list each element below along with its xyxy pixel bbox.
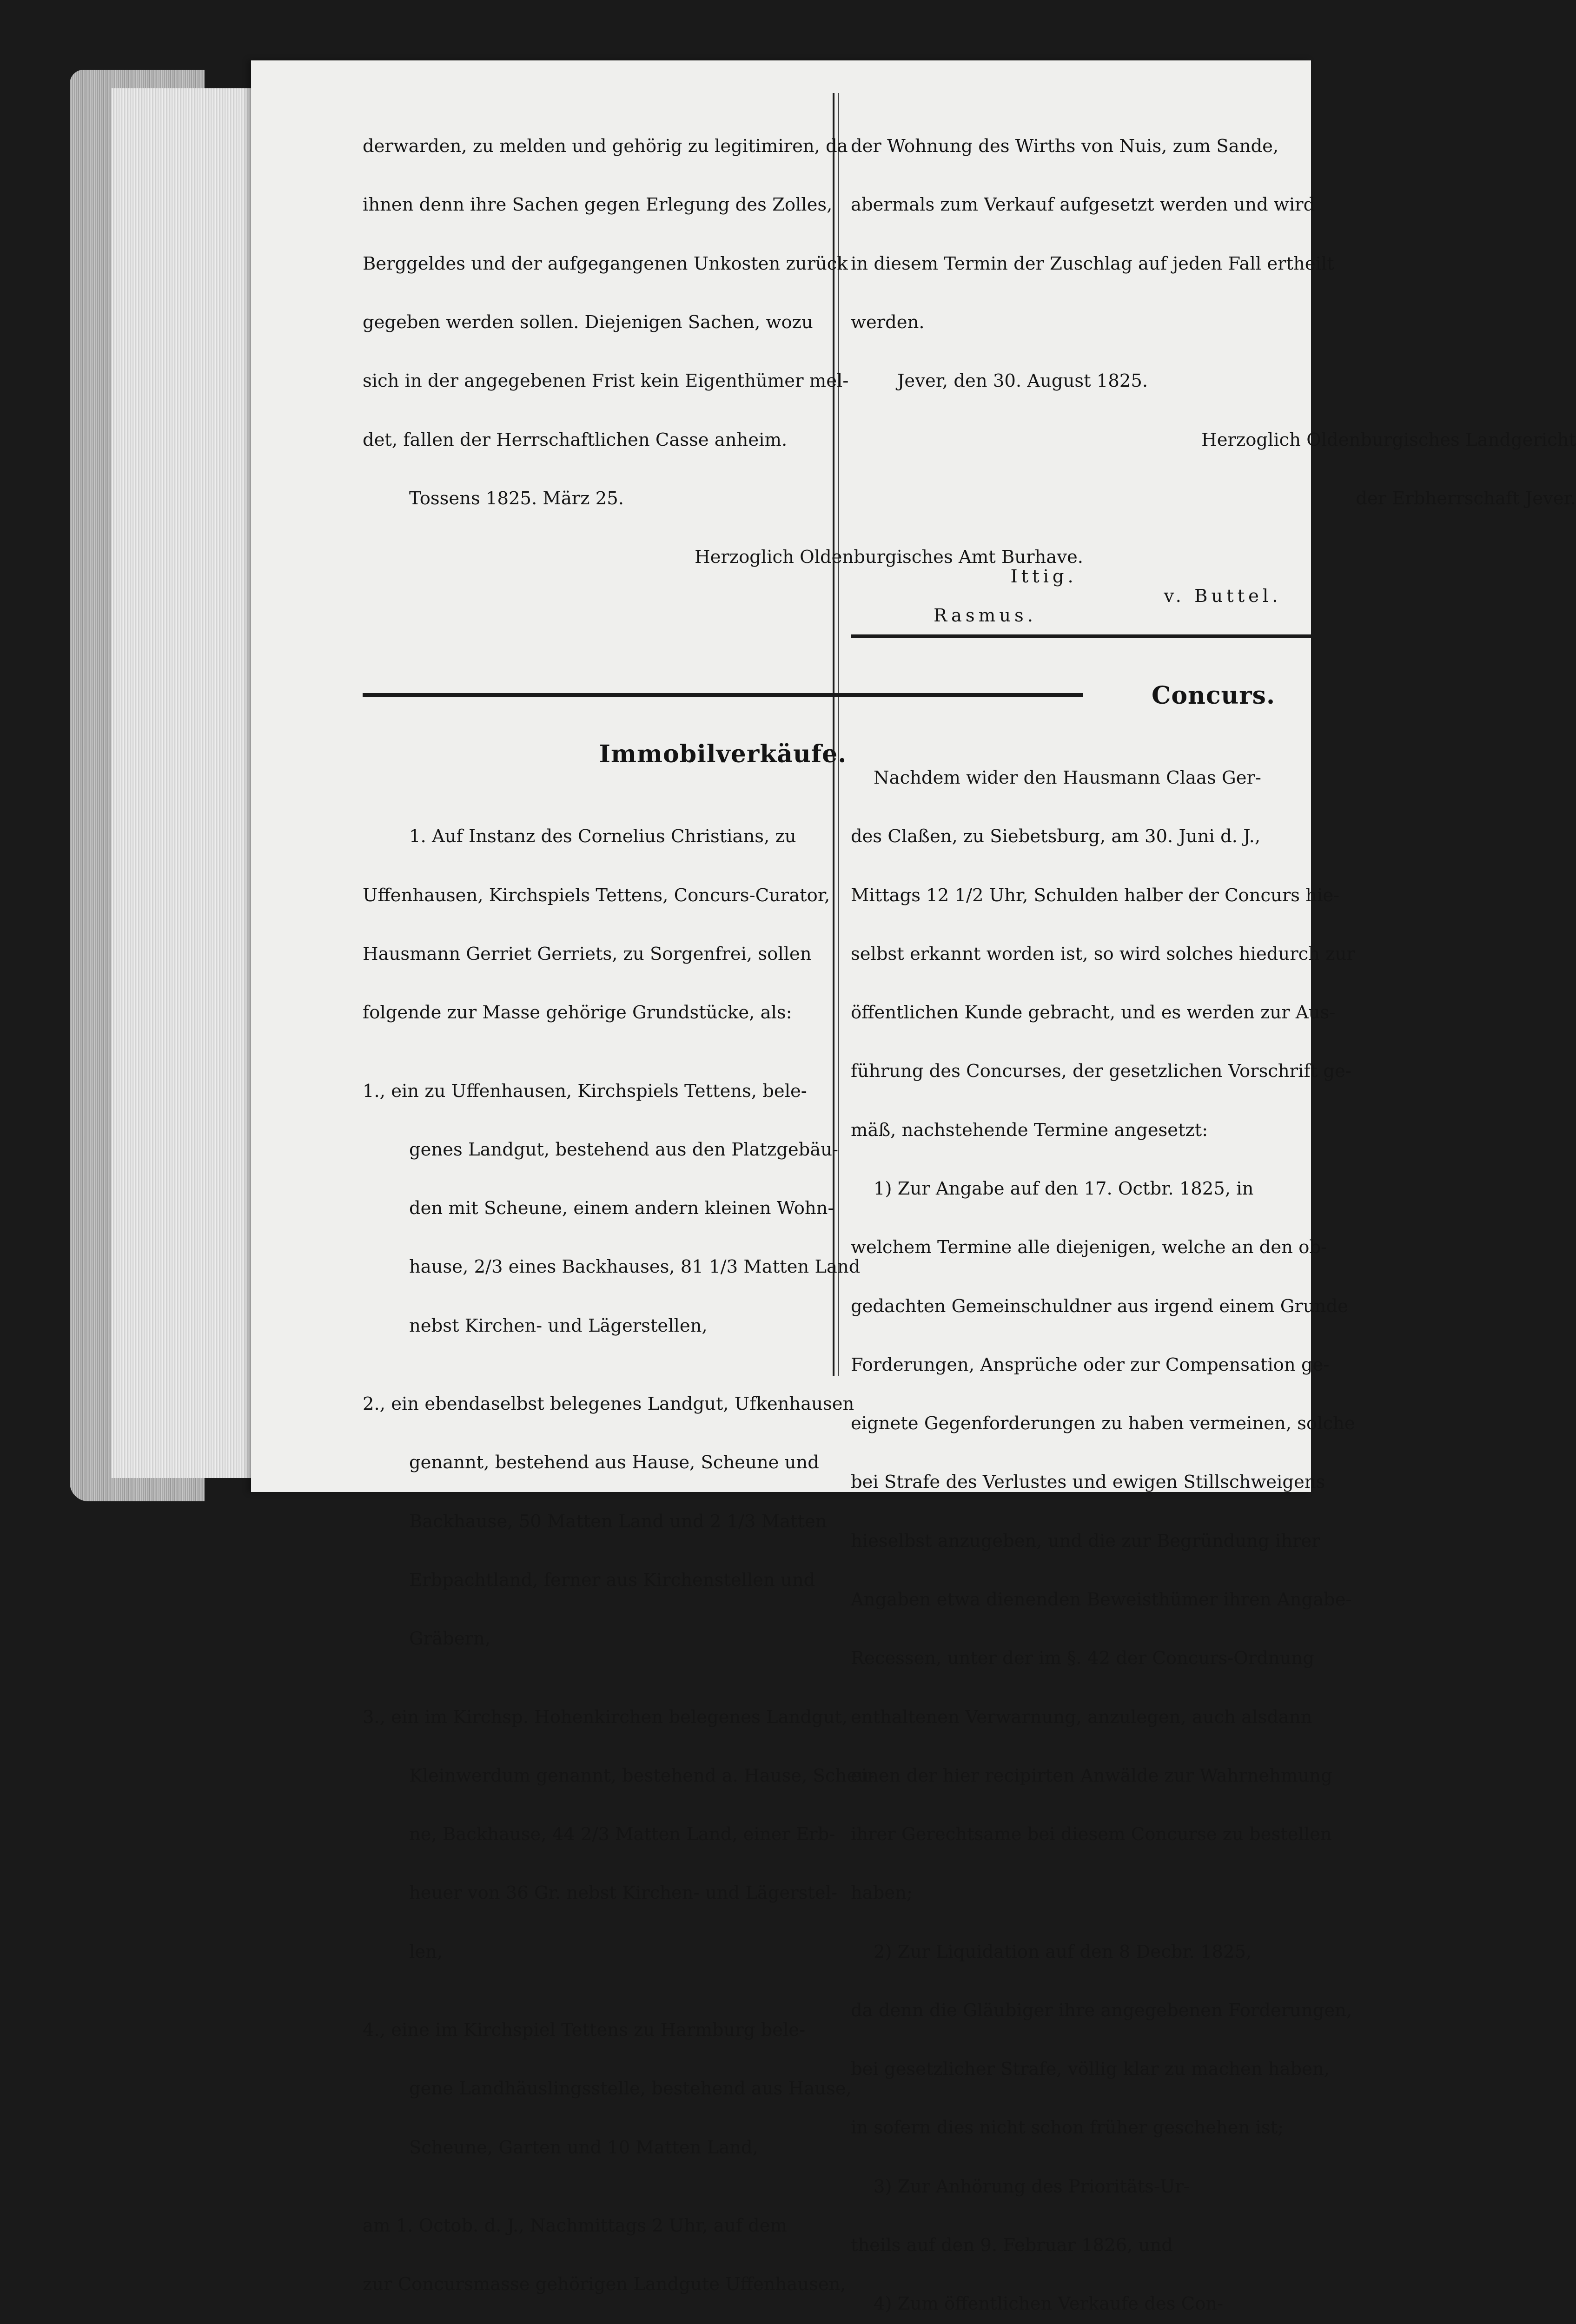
text-line: hieselbst anzugeben, und die zur Begründung ihrer — [851, 1530, 1320, 1552]
place-date: Jever, den 30. August 1825. — [897, 370, 1148, 392]
signature: Ittig. — [1010, 566, 1077, 588]
text-line: führung des Concurses, der gesetzlichen Vorschrift ge- — [851, 1061, 1351, 1082]
text-line: mäß, nachstehende Termine angesetzt: — [851, 1119, 1208, 1141]
text-line: heuer von 36 Gr. nebst Kirchen- und Lägerstel- — [409, 1882, 837, 1904]
list-item: 2., ein ebendaselbst belegenes Landgut, Ufkenhausen — [363, 1393, 854, 1414]
text-line: welchem Termine alle diejenigen, welche an den ob- — [851, 1237, 1327, 1258]
text-line: Angaben etwa dienenden Beweisthümer ihren Angabe- — [851, 1589, 1352, 1610]
text-line: einen der hier recipirten Anwälde zur Wahrnehmung — [851, 1765, 1332, 1786]
text-line: 1) Zur Angabe auf den 17. Octbr. 1825, in — [851, 1178, 1254, 1199]
issuing-office: Herzoglich Oldenburgisches Amt Burhave. — [695, 547, 1083, 568]
text-line: hause, 2/3 eines Backhauses, 81 1/3 Matten Land — [409, 1256, 861, 1278]
section-rule — [851, 634, 1576, 638]
text-line: Hausmann Gerriet Gerriets, zu Sorgenfrei, sollen — [363, 943, 812, 964]
text-line: Recessen, unter der im §. 42 der Concurs-Ordnung — [851, 1648, 1314, 1669]
text-line: in diesem Termin der Zuschlag auf jeden Fall ertheilt — [851, 253, 1334, 274]
text-line: Forderungen, Ansprüche oder zur Compensation ge- — [851, 1354, 1330, 1375]
text-line: bei gesetzlicher Strafe, völlig klar zu machen haben, — [851, 2059, 1330, 2080]
text-line: enthaltenen Verwarnung, anzulegen, auch alsdann — [851, 1706, 1312, 1728]
text-line: Erbpachtland, ferner aus Kirchenstellen und — [409, 1569, 815, 1591]
text-line: haben; — [851, 1882, 913, 1904]
text-line: Mittags 12 1/2 Uhr, Schulden halber der Concurs hie- — [851, 885, 1340, 906]
signature: v. Buttel. — [1164, 586, 1282, 607]
text-line: eignete Gegenforderungen zu haben vermeinen, solche — [851, 1413, 1355, 1434]
text-line: zur Concursmasse gehörigen Landgute Uffenhausen, — [363, 2274, 846, 2295]
right-column — [851, 98, 1576, 2324]
text-line: des Claßen, zu Siebetsburg, am 30. Juni d. J., — [851, 826, 1261, 847]
text-line: det, fallen der Herrschaftlichen Casse anheim. — [363, 429, 788, 450]
text-line: ihrer Gerechtsame bei diesem Concurse zu bestellen — [851, 1824, 1332, 1845]
text-line: genes Landgut, bestehend aus den Platzgebäu- — [409, 1139, 839, 1160]
text-line: genannt, bestehend aus Hause, Scheune und — [409, 1452, 819, 1473]
document-page — [251, 60, 1576, 2315]
text-line: Berggeldes und der aufgegangenen Unkosten zurück — [363, 253, 848, 274]
text-line: ne, Backhause, 44 2/3 Matten Land, einer Erb- — [409, 1824, 835, 1845]
section-title-concurs: Concurs. — [1151, 681, 1276, 710]
text-line: gedachten Gemeinschuldner aus irgend einem Grunde — [851, 1295, 1348, 1317]
text-line: abermals zum Verkauf aufgesetzt werden und wird — [851, 194, 1315, 216]
text-line: folgende zur Masse gehörige Grundstücke, als: — [363, 1002, 792, 1023]
section-title-immobilverkaeufe: Immobilverkäufe. — [599, 740, 847, 768]
signature: Rasmus. — [934, 605, 1037, 627]
page-fore-edge — [112, 88, 251, 1478]
place-date: Tossens 1825. März 25. — [409, 488, 624, 509]
text-line: ihnen denn ihre Sachen gegen Erlegung des Zolles, — [363, 194, 833, 216]
text-line: selbst erkannt worden ist, so wird solches hiedurch zur — [851, 943, 1355, 964]
text-line: am 1. Octob. d. J., Nachmittags 2 Uhr, auf dem — [363, 2215, 788, 2236]
text-line: 4) Zum öffentlichen Verkaufe des Con- — [851, 2293, 1224, 2315]
court-name: Herzoglich Oldenburgisches Landgericht — [1201, 429, 1576, 450]
text-line: Gräbern, — [409, 1628, 490, 1650]
list-item: 3., ein im Kirchsp. Hohenkirchen belegenes Landgut, — [363, 1706, 848, 1728]
text-line: theils auf den 9. Februar 1826, und — [851, 2235, 1173, 2256]
text-line: gene Landhäuslingsstelle, bestehend aus Hause, — [409, 2078, 852, 2100]
text-line: nebst Kirchen- und Lägerstellen, — [409, 1315, 708, 1336]
signature-row — [851, 548, 1576, 607]
text-line: 1. Auf Instanz des Cornelius Christians, zu — [409, 826, 796, 847]
text-line: Nachdem wider den Hausmann Claas Ger- — [851, 767, 1261, 788]
text-line: in sofern dies nicht schon früher geschehen ist; — [851, 2117, 1284, 2139]
text-line: werden. — [851, 312, 925, 333]
court-name: der Erbherrschaft Jever. — [1356, 488, 1576, 509]
text-line: Scheune, Garten und 10 Matten Land, — [409, 2137, 758, 2158]
text-line: öffentlichen Kunde gebracht, und es werden zur Aus- — [851, 1002, 1336, 1023]
text-line: da denn die Gläubiger ihre angegebenen Forderungen, — [851, 2000, 1352, 2021]
text-line: der Wohnung des Wirths von Nuis, zum Sande, — [851, 136, 1279, 157]
text-line: len, — [409, 1941, 443, 1962]
text-line: 2) Zur Liquidation auf den 8 Decbr. 1825, — [851, 1941, 1252, 1962]
text-line: Kleinwerdum genannt, bestehend a. Hause, Scheu- — [409, 1765, 875, 1786]
list-item: 4., eine im Kirchspiel Tettens zu Harmburg bele- — [363, 2020, 806, 2040]
text-line: Backhause, 50 Matten Land und 2 1/3 Matten — [409, 1511, 827, 1532]
text-line: bei Strafe des Verlustes und ewigen Stillschweigens — [851, 1472, 1325, 1493]
list-item: 1., ein zu Uffenhausen, Kirchspiels Tettens, bele- — [363, 1080, 807, 1102]
text-line: 3) Zur Anhörung des Prioritäts-Ur- — [851, 2176, 1190, 2197]
text-line: Uffenhausen, Kirchspiels Tettens, Concurs-Curator, — [363, 885, 830, 906]
text-line: sich in der angegebenen Frist kein Eigenthümer mel- — [363, 370, 849, 392]
text-line: derwarden, zu melden und gehörig zu legitimiren, da — [363, 136, 848, 157]
text-line: den mit Scheune, einem andern kleinen Wohn- — [409, 1198, 834, 1219]
text-line: gegeben werden sollen. Diejenigen Sachen, wozu — [363, 312, 813, 333]
